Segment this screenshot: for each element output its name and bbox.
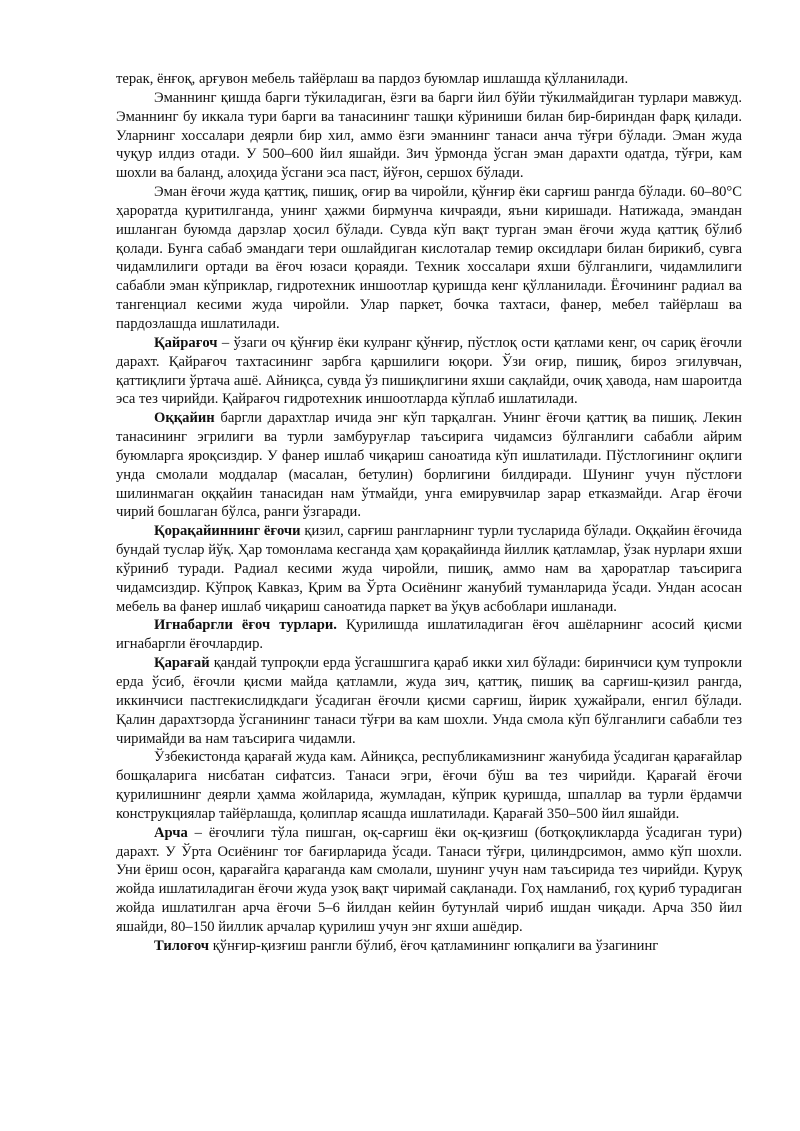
paragraph-4: [116, 334, 742, 409]
paragraph-5: [116, 409, 742, 522]
paragraph-9-text: Ўзбекистонда қарағай жуда кам. Айниқса, республикамизнинг жанубида ўсадиган қарағайлар бошқаларига нисбатан сифатсиз. Танаси эгри, ёғочи бўш ва тез чирийди. Қарағай ёғочи қурилишнинг деярли ҳамма жойларида, жумладан, кўприк қуришда, шпаллар ва турли ёрдамчи конструкциялар тайёрлашда, қолиплар ясашда ишлатилади. Қарағай 350–500 йил яшайди.: [116, 749, 742, 822]
paragraph-10: [116, 824, 742, 937]
paragraph-11-term: Тилоғоч: [154, 937, 210, 954]
paragraph-4-text: – ўзаги оч қўнғир ёки кулранг қўнғир, пўстлоқ ости қатлами кенг, оч сариқ ёғочли дарахт. Қайрағоч тахтасининг зарбга қаршилиги юқори. Ўзи оғир, пишиқ, бироз эгилувчан, қаттиқлиги ўртача ашё. Айниқса, сувда ўз пишиқлигини яхши сақлайди, очиқ ҳавода, нам шароитда эса тез чирийди. Қайрағоч гидротехник иншоотларда кўплаб ишлатилади.: [116, 334, 742, 408]
paragraph-8-text: қандай тупроқли ерда ўсгашшгига қараб икки хил бўлади: биринчиси қум тупрокли ерда ўсиб, ёғочли қисми майда қатламли, жуда зич, қаттиқ, пишиқ ва сарғиш-қизил рангда, иккинчиси пастгекислидкдаги ўсадиган ёғочли қисми сарғиш, йирик ҳужайрали, енгил бўлади. Қалин дарахтзорда ўсганининг танаси тўғри ва кам шохли. Унда смола кўп бўлганлиги сабабли тез чиримайди ва нам таъсирига чидамли.: [116, 655, 742, 747]
paragraph-2-text: Эманнинг қишда барги тўкиладиган, ёзги ва барги йил бўйи тўкилмайдиган турлари мавжуд. Эманнинг бу иккала тури барги ва танасининг ташқи кўриниши билан бир-бириндан фарқ қилади. Уларнинг хоссалари деярли бир хил, аммо ёзги эманнинг танаси анча тўғри бўлади. Эман жуда чуқур илдиз отади. У 500–600 йил яшайди. Зич ўрмонда ўсган эман дарахти одатда, тўғри, кам шохли ва баланд, алоҳида ўсгани эса паст, йўғон, сершох бўлади.: [116, 89, 742, 182]
paragraph-7-text: Қурилишда ишлатиладиган ёғоч ашёларнинг асосий қисми игнабаргли ёғочлардир.: [116, 617, 742, 653]
paragraph-6-term: Қорақайиннинг ёғочи: [154, 523, 301, 540]
paragraph-4-term: Қайрағоч: [154, 334, 218, 351]
paragraph-11-text: қўнғир-қизғиш рангли бўлиб, ёғоч қатламининг юпқалиги ва ўзагининг: [209, 937, 659, 954]
paragraph-6: [116, 522, 742, 616]
paragraph-5-text: баргли дарахтлар ичида энг кўп тарқалган. Унинг ёғочи қаттиқ ва пишиқ. Лекин танасининг эгрилиги ва турли замбуруғлар таъсирига чидамсиз бўлганлиги сабабли айрим буюмларга яроқсиздир. У фанер ишлаб чиқариш саноатида кўп ишлатилади. Пўстлогининг оқлиги унда смолали моддалар (масалан, бетулин) борлигини билдиради. Шунинг учун пўстлоғи шилинмаган оққайин танасидан нам ўтмайди, унга емирувчилар зарар етказмайди. Агар ёғочи чирий бошлаган бўлса, ранги ўзгаради.: [116, 410, 742, 521]
paragraph-11: [116, 937, 742, 956]
paragraph-2: [116, 89, 742, 183]
paragraph-6-text: қизил, сарғиш рангларнинг турли тусларида бўлади. Оққайин ёғочида бундай туслар йўқ. Ҳар томонлама кесганда ҳам қорақайинда йиллик қатламлар, ўзак нурлари яхши кўриниб туради. Радиал кесими жуда чиройли, пишиқ, аммо нам ва ҳароратлар таъсирига чидамсиздир. Кўпроқ Кавказ, Қрим ва Ўрта Осиёнинг жанубий туманларида ўсади. Ундан асосан мебель ва фанер ишлаб чиқариш саноатида паркет ва ўқув асбоблари ишланади.: [116, 523, 742, 615]
paragraph-7-term: Игнабаргли ёғоч турлари.: [154, 617, 337, 634]
document-page: [116, 70, 742, 956]
paragraph-8-term: Қарағай: [154, 655, 210, 672]
paragraph-5-term: Оққайин: [154, 410, 215, 427]
paragraph-3-text: Эман ёғочи жуда қаттиқ, пишиқ, оғир ва чиройли, қўнғир ёки сарғиш рангда бўлади. 60–80°С ҳароратда қуритилганда, унинг ҳажми бирмунча кичраяди, яъни киришади. Натижада, эмандан ишланган буюмда дарзлар ҳосил бўлади. Сувда кўп вақт турган эман ёғочи жуда қаттиқ бўлиб қолади. Бунга сабаб эмандаги тери ошлайдиган кислоталар темир оксидлари билан бирикиб, сувга чидамлилиги ортади ва ёғоч юзаси қораяди. Техник хоссалари яхши бўлганлиги, чидамлилиги сабабли эман кўприклар, гидротехник иншоотлар қуришда кенг қўлланилади. Ёғочининг радиал ва тангенциал кесими жуда чиройли. Улар паркет, бочка тахтаси, фанер, мебел тайёрлаш ва пардозлашда ишлатилади.: [116, 184, 742, 332]
paragraph-9: [116, 748, 742, 823]
paragraph-1-text: терак, ёнғоқ, арғувон мебель тайёрлаш ва пардоз буюмлар ишлашда қўлланилади.: [116, 71, 629, 87]
paragraph-10-text: – ёғочлиги тўла пишган, оқ-сарғиш ёки оқ-қизғиш (ботқоқликларда ўсадиган тури) дарахт. У Ўрта Осиёнинг тоғ бағирларида ўсади. Танаси тўғри, цилиндрсимон, аммо кўп шохли. Уни ёриш осон, қарағайга қараганда кам смолали, шунинг учун нам таъсирида тез чирийди. Қуруқ жойда ишлатиладиган ёғочи жуда узоқ вақт чиримай сақланади. Гоҳ намланиб, гоҳ қуриб турадиган жойда ишлатилган арча ёғочи 5–6 йилдан кейин бутунлай чириб ишдан чиқади. Арча 350 йил яшайди, 80–150 йиллик арчалар қурилиш учун энг яхши ашёдир.: [116, 824, 742, 935]
paragraph-10-term: Арча: [154, 824, 188, 841]
paragraph-3: [116, 183, 742, 334]
paragraph-1: [116, 70, 742, 89]
paragraph-7: [116, 616, 742, 654]
paragraph-8: [116, 654, 742, 748]
